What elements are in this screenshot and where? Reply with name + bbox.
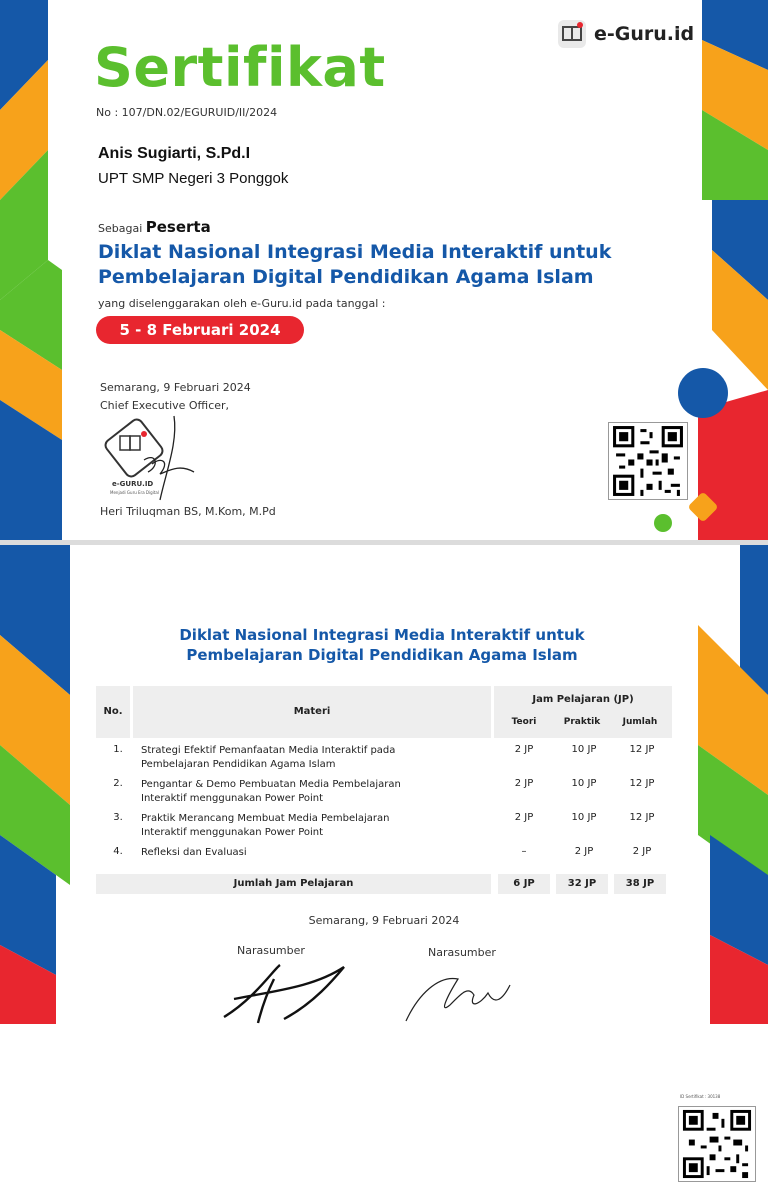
transcript-course-title <box>98 625 666 665</box>
row-materi <box>141 744 461 772</box>
brand-name: e-Guru.id <box>594 23 695 45</box>
header-praktik: Praktik <box>563 717 601 727</box>
header-jumlah: Jumlah <box>622 717 658 727</box>
blue-circle-decoration <box>678 368 728 418</box>
speaker-signature-1 <box>214 959 354 1024</box>
certificate-number: No : 107/DN.02/EGURUID/II/2024 <box>96 106 278 119</box>
transcript-course-line1: Diklat Nasional Integrasi Media Interaktif untuk <box>179 626 585 644</box>
right-border-decoration-2 <box>698 545 768 1024</box>
course-title-line1: Diklat Nasional Integrasi Media Interaktif untuk <box>98 241 612 263</box>
signer-name: Heri Triluqman BS, M.Kom, M.Pd <box>100 505 276 518</box>
qr-code-icon <box>608 422 688 500</box>
row-no: 4. <box>113 846 123 857</box>
row-materi-line2: Interaktif menggunakan Power Point <box>141 793 324 804</box>
row-no: 1. <box>113 744 123 755</box>
table-row <box>96 812 672 846</box>
row-no: 2. <box>113 778 123 789</box>
row-materi-line1: Strategi Efektif Pemanfaatan Media Interaktif pada <box>141 745 396 756</box>
role-prefix: Sebagai <box>98 222 143 235</box>
speaker-label-1: Narasumber <box>237 944 305 957</box>
held-text: yang diselenggarakan oleh e-Guru.id pada tanggal : <box>98 297 386 310</box>
left-border-decoration-2 <box>0 545 70 1024</box>
row-materi <box>141 812 461 840</box>
row-materi-line1: Refleksi dan Evaluasi <box>141 847 247 858</box>
table-row <box>96 778 672 812</box>
stamp-tagline: Menjadi Guru Era Digital <box>110 490 159 495</box>
recipient-name: Anis Sugiarti, S.Pd.I <box>98 145 251 162</box>
row-teori: 2 JP <box>514 778 534 789</box>
total-label: Jumlah Jam Pelajaran <box>96 874 491 894</box>
row-jumlah: 2 JP <box>632 846 652 857</box>
curriculum-table <box>96 686 672 894</box>
total-praktik: 32 JP <box>556 874 608 894</box>
qr-code-icon <box>678 1106 756 1182</box>
header-jam-pelajaran <box>494 686 672 738</box>
left-border-decoration <box>0 0 70 540</box>
certificate-page <box>0 0 768 540</box>
book-logo-icon <box>556 18 588 50</box>
row-materi-line2: Pembelajaran Pendidikan Agama Islam <box>141 759 336 770</box>
transcript-page <box>0 545 768 1099</box>
speaker-label-2: Narasumber <box>428 946 496 959</box>
row-praktik: 10 JP <box>571 778 597 789</box>
row-praktik: 10 JP <box>571 812 597 823</box>
total-jumlah: 38 JP <box>614 874 666 894</box>
signer-title: Chief Executive Officer, <box>100 399 230 412</box>
row-teori: 2 JP <box>514 744 534 755</box>
speaker-signature-2 <box>398 965 528 1024</box>
row-materi <box>141 778 461 806</box>
row-jumlah: 12 JP <box>629 778 655 789</box>
e-guru-logo <box>556 18 694 50</box>
header-teori: Teori <box>511 717 537 727</box>
row-teori: – <box>521 846 527 857</box>
table-row <box>96 744 672 778</box>
role-line <box>98 218 211 236</box>
row-jumlah: 12 JP <box>629 744 655 755</box>
table-header <box>96 686 672 738</box>
row-no: 3. <box>113 812 123 823</box>
certificate-id-label: ID Sertifikat : 30138 <box>680 1094 721 1099</box>
certificate-title: Sertifikat <box>94 36 386 99</box>
table-row <box>96 846 672 870</box>
row-materi-line1: Pengantar & Demo Pembuatan Media Pembelajaran <box>141 779 401 790</box>
header-jp-title: Jam Pelajaran (JP) <box>532 694 634 705</box>
row-teori: 2 JP <box>514 812 534 823</box>
row-materi-line1: Praktik Merancang Membuat Media Pembelajaran <box>141 813 390 824</box>
row-jumlah: 12 JP <box>629 812 655 823</box>
transcript-course-line2: Pembelajaran Digital Pendidikan Agama Islam <box>186 646 578 664</box>
place-date: Semarang, 9 Februari 2024 <box>100 381 251 394</box>
course-title-line2: Pembelajaran Digital Pendidikan Agama Islam <box>98 266 594 288</box>
row-praktik: 10 JP <box>571 744 597 755</box>
transcript-place-date: Semarang, 9 Februari 2024 <box>308 914 460 927</box>
right-border-decoration <box>698 0 768 540</box>
course-title <box>98 240 658 290</box>
event-date-badge: 5 - 8 Februari 2024 <box>96 316 304 344</box>
header-materi: Materi <box>133 686 491 738</box>
total-teori: 6 JP <box>498 874 550 894</box>
recipient-institution: UPT SMP Negeri 3 Ponggok <box>98 170 289 187</box>
stamp-label: e-GURU.ID <box>112 480 154 488</box>
header-no: No. <box>96 686 130 738</box>
green-dot-decoration <box>654 514 672 532</box>
role-value: Peserta <box>145 218 211 236</box>
row-materi-line2: Interaktif menggunakan Power Point <box>141 827 324 838</box>
row-materi <box>141 846 461 860</box>
table-total-row <box>96 874 672 894</box>
row-praktik: 2 JP <box>574 846 594 857</box>
